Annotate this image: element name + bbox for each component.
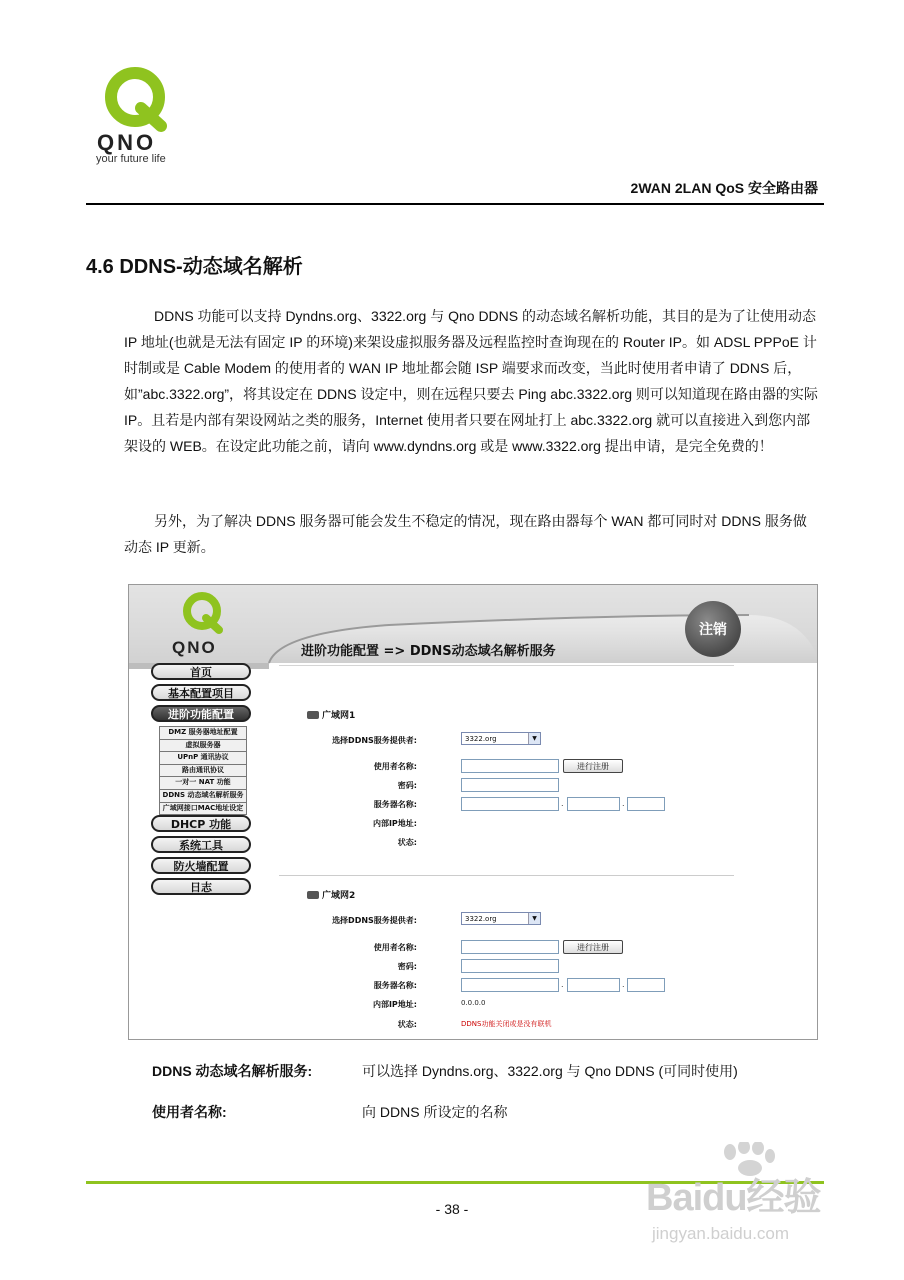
field-desc-label-username: 使用者名称: [152, 1104, 227, 1120]
wan2-password-input[interactable] [461, 959, 559, 973]
nav-dhcp[interactable]: DHCP 功能 [151, 815, 251, 832]
wan1-tld-input[interactable] [627, 797, 665, 811]
logo-tagline: your future life [96, 153, 166, 165]
logo-text: QNO [97, 130, 157, 155]
nav-log[interactable]: 日志 [151, 878, 251, 895]
baidu-watermark [640, 1142, 860, 1252]
folder-icon [307, 891, 319, 899]
folder-icon [307, 711, 319, 719]
submenu-upnp[interactable]: UPnP 通讯协议 [159, 752, 247, 765]
wan2-hostname-input[interactable] [461, 978, 559, 992]
submenu-routing[interactable]: 路由通讯协议 [159, 765, 247, 778]
wan1-username-label: 使用者名称: [373, 762, 417, 771]
wan1-hostname-input[interactable] [461, 797, 559, 811]
wan2-provider-select[interactable]: 3322.org ▼ [461, 912, 541, 925]
wan2-register-button[interactable]: 进行注册 [563, 940, 623, 954]
wan1-title: 广域网1 [307, 708, 355, 721]
field-desc-text-username: 向 DDNS 所设定的名称 [362, 1104, 508, 1120]
wan2-password-label: 密码: [397, 962, 417, 971]
submenu-one-to-one-nat[interactable]: 一对一 NAT 功能 [159, 777, 247, 790]
submenu-dmz[interactable]: DMZ 服务器地址配置 [159, 726, 247, 740]
wan1-password-input[interactable] [461, 778, 559, 792]
wan2-internal-ip-value: 0.0.0.0 [461, 999, 486, 1007]
wan-divider [279, 875, 734, 876]
nav-firewall[interactable]: 防火墙配置 [151, 857, 251, 874]
wan1-register-button[interactable]: 进行注册 [563, 759, 623, 773]
nav-home[interactable]: 首页 [151, 663, 251, 680]
header-title: 2WAN 2LAN QoS 安全路由器 [630, 180, 818, 196]
router-ui-screenshot [128, 584, 818, 1040]
submenu-ddns[interactable]: DDNS 动态域名解析服务 [159, 790, 247, 803]
screenshot-qno-logo [169, 589, 239, 659]
submenu-virtual-server[interactable]: 虚拟服务器 [159, 740, 247, 753]
wan2-internal-ip-label: 内部IP地址: [372, 1000, 417, 1009]
nav-system-tools[interactable]: 系统工具 [151, 836, 251, 853]
watermark-url: jingyan.baidu.com [652, 1224, 790, 1243]
wan1-provider-select[interactable]: 3322.org ▼ [461, 732, 541, 745]
logout-button[interactable]: 注销 [685, 601, 741, 657]
body-paragraph-1: DDNS 功能可以支持 Dyndns.org、3322.org 与 Qno DDNS 的动态域名解析功能，其目的是为了让使用动态 IP 地址(也就是无法有固定 IP 的环境)来架设虚拟服务器及远程监控时查询现在的 Router IP。如 ADSL PPPoE 计时制或是 Cable Modem 的使用者的 WAN IP 地址都会随 ISP 端要求而改变，当此时使用者申请了 DDNS 后，如”abc.3322.org”，将其设定在 DDNS 设定中，则在远程只要去 Ping abc.3322.org 则可以知道现在路由器的实际 IP。且若是内部有架设网站之类的服务，Internet 使用者只要在网址打上 abc.3322.org 就可以直接进入到您内部架设的 WEB。在设定此功能之前，请向 www.dyndns.org 或是 www.3322.org 提出申请，是完全免费的！ [124, 308, 818, 454]
dot-separator: . [622, 799, 625, 808]
wan2-status-label: 状态: [397, 1020, 417, 1029]
field-desc-label-ddns: DDNS 动态域名解析服务: [152, 1063, 313, 1079]
wan1-hostname-label: 服务器名称: [373, 800, 417, 809]
wan2-hostname-label: 服务器名称: [373, 981, 417, 990]
chevron-down-icon: ▼ [528, 733, 540, 744]
field-desc-text-ddns: 可以选择 Dyndns.org、3322.org 与 Qno DDNS (可同时使用) [362, 1063, 738, 1079]
nav-basic-settings[interactable]: 基本配置项目 [151, 684, 251, 701]
wan1-username-input[interactable] [461, 759, 559, 773]
wan1-status-label: 状态: [397, 838, 417, 847]
watermark-brand: Baidu经验 [646, 1177, 821, 1219]
chevron-down-icon: ▼ [528, 913, 540, 924]
wan2-title: 广域网2 [307, 888, 355, 901]
screenshot-logo-text: QNO [172, 638, 217, 657]
submenu-wan-mac[interactable]: 广域网接口MAC地址设定 [159, 803, 247, 816]
section-title: 4.6 DDNS-动态域名解析 [86, 256, 303, 278]
wan2-tld-input[interactable] [627, 978, 665, 992]
dot-separator: . [561, 980, 564, 989]
screenshot-page-title: 进阶功能配置 => DDNS动态域名解析服务 [301, 644, 556, 659]
wan2-status-value: DDNS功能关闭或是没有联机 [461, 1020, 552, 1028]
wan1-internal-ip-label: 内部IP地址: [372, 819, 417, 828]
dot-separator: . [561, 799, 564, 808]
wan2-username-input[interactable] [461, 940, 559, 954]
screenshot-title-divider [279, 665, 734, 666]
wan2-username-label: 使用者名称: [373, 943, 417, 952]
nav-advanced-settings[interactable]: 进阶功能配置 [151, 705, 251, 722]
wan1-domain-input[interactable] [567, 797, 620, 811]
wan2-provider-label: 选择DDNS服务提供者: [332, 916, 417, 925]
dot-separator: . [622, 980, 625, 989]
body-paragraph-2: 另外，为了解决 DDNS 服务器可能会发生不稳定的情况，现在路由器每个 WAN 都可同时对 DDNS 服务做动态 IP 更新。 [124, 513, 807, 555]
wan1-provider-label: 选择DDNS服务提供者: [332, 736, 417, 745]
wan1-password-label: 密码: [397, 781, 417, 790]
header-divider [86, 203, 824, 205]
wan2-domain-input[interactable] [567, 978, 620, 992]
advanced-submenu [159, 726, 247, 815]
page-number: - 38 - [435, 1201, 469, 1217]
